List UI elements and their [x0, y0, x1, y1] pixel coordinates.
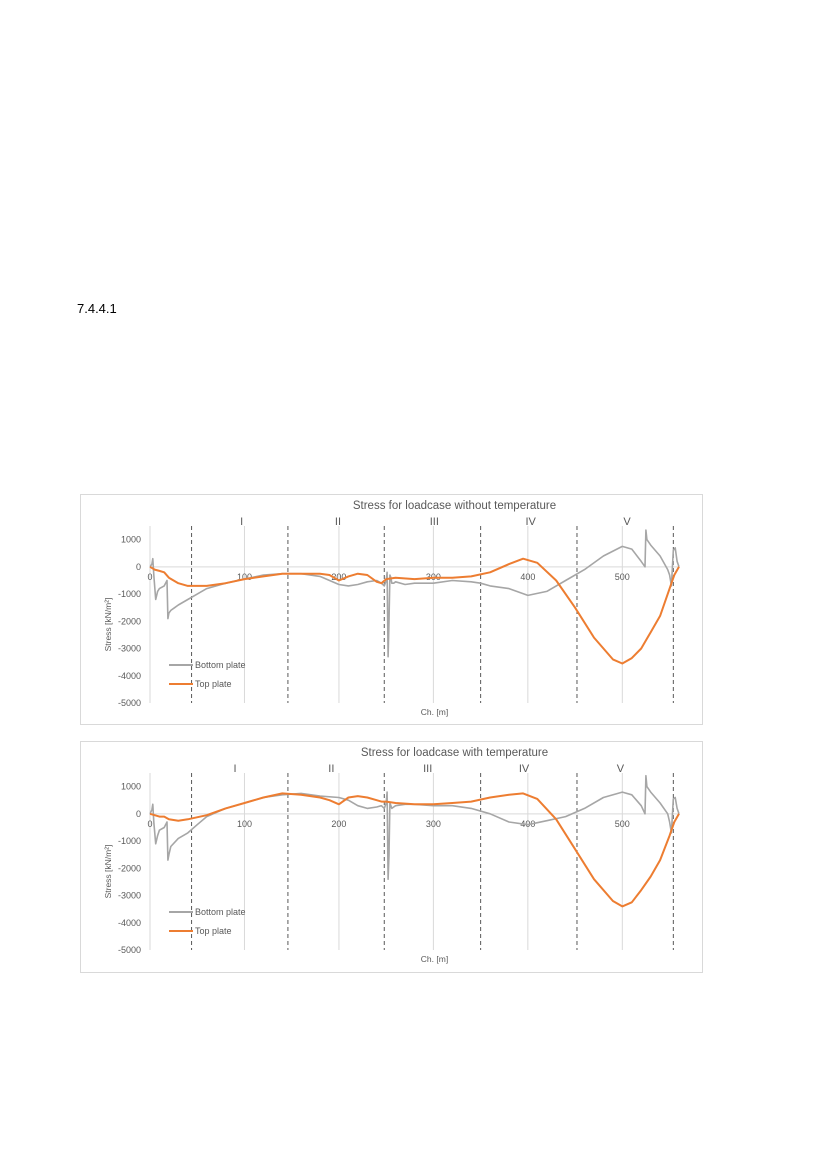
series-line-top-plate [150, 559, 679, 664]
x-tick-label: 0 [147, 818, 153, 829]
legend-label: Bottom plate [195, 660, 246, 670]
legend-label: Top plate [195, 679, 232, 689]
y-tick-label: -4000 [117, 917, 141, 928]
x-tick-label: 200 [331, 818, 347, 829]
x-tick-label: 100 [236, 571, 252, 582]
x-tick-label: 400 [520, 818, 536, 829]
zone-label: V [616, 763, 625, 775]
y-tick-label: -3000 [117, 890, 141, 901]
zone-label: IV [525, 516, 536, 528]
y-tick-label: -1000 [117, 589, 141, 600]
x-axis-label: Ch. [m] [420, 707, 449, 717]
x-tick-label: 500 [614, 571, 630, 582]
y-tick-label: 0 [135, 808, 141, 819]
stress-chart-with-temperature [80, 741, 703, 973]
series-line-top-plate [150, 793, 679, 906]
x-tick-label: 0 [147, 571, 153, 582]
y-tick-label: -1000 [117, 836, 141, 847]
x-tick-label: 500 [614, 818, 630, 829]
y-tick-label: 1000 [120, 534, 141, 545]
chart-svg [81, 495, 702, 724]
x-tick-label: 400 [520, 571, 536, 582]
zone-label: III [423, 763, 433, 775]
stress-chart-without-temperature [80, 494, 703, 725]
chart-title: Stress for loadcase with temperature [360, 747, 549, 759]
x-tick-label: 200 [331, 571, 347, 582]
zone-label: II [334, 516, 342, 528]
y-tick-label: -2000 [117, 863, 141, 874]
series-line-bottom-plate [150, 776, 679, 880]
y-tick-label: 0 [135, 561, 141, 572]
series-line-bottom-plate [150, 530, 679, 657]
y-tick-label: 1000 [120, 781, 141, 792]
x-tick-label: 100 [236, 818, 252, 829]
x-tick-label: 300 [425, 818, 441, 829]
y-tick-label: -2000 [117, 616, 141, 627]
section-number: 7.4.4.1 [77, 301, 117, 316]
zone-label: II [328, 763, 335, 775]
y-tick-label: -5000 [117, 945, 141, 955]
chart-title: Stress for loadcase without temperature [352, 500, 557, 512]
y-tick-label: -4000 [117, 670, 141, 681]
zone-label: V [623, 516, 631, 528]
zone-label: III [429, 516, 439, 528]
legend-label: Bottom plate [195, 907, 246, 917]
y-axis-label: Stress [kN/m²] [103, 844, 113, 899]
y-tick-label: -5000 [117, 698, 141, 708]
zone-label: I [240, 516, 244, 528]
zone-label: IV [518, 763, 530, 775]
x-axis-label: Ch. [m] [420, 954, 449, 964]
y-axis-label: Stress [kN/m²] [103, 597, 113, 652]
x-tick-label: 300 [425, 571, 441, 582]
zone-label: I [233, 763, 237, 775]
y-tick-label: -3000 [117, 643, 141, 654]
legend-label: Top plate [195, 926, 232, 936]
chart-svg [81, 742, 702, 972]
